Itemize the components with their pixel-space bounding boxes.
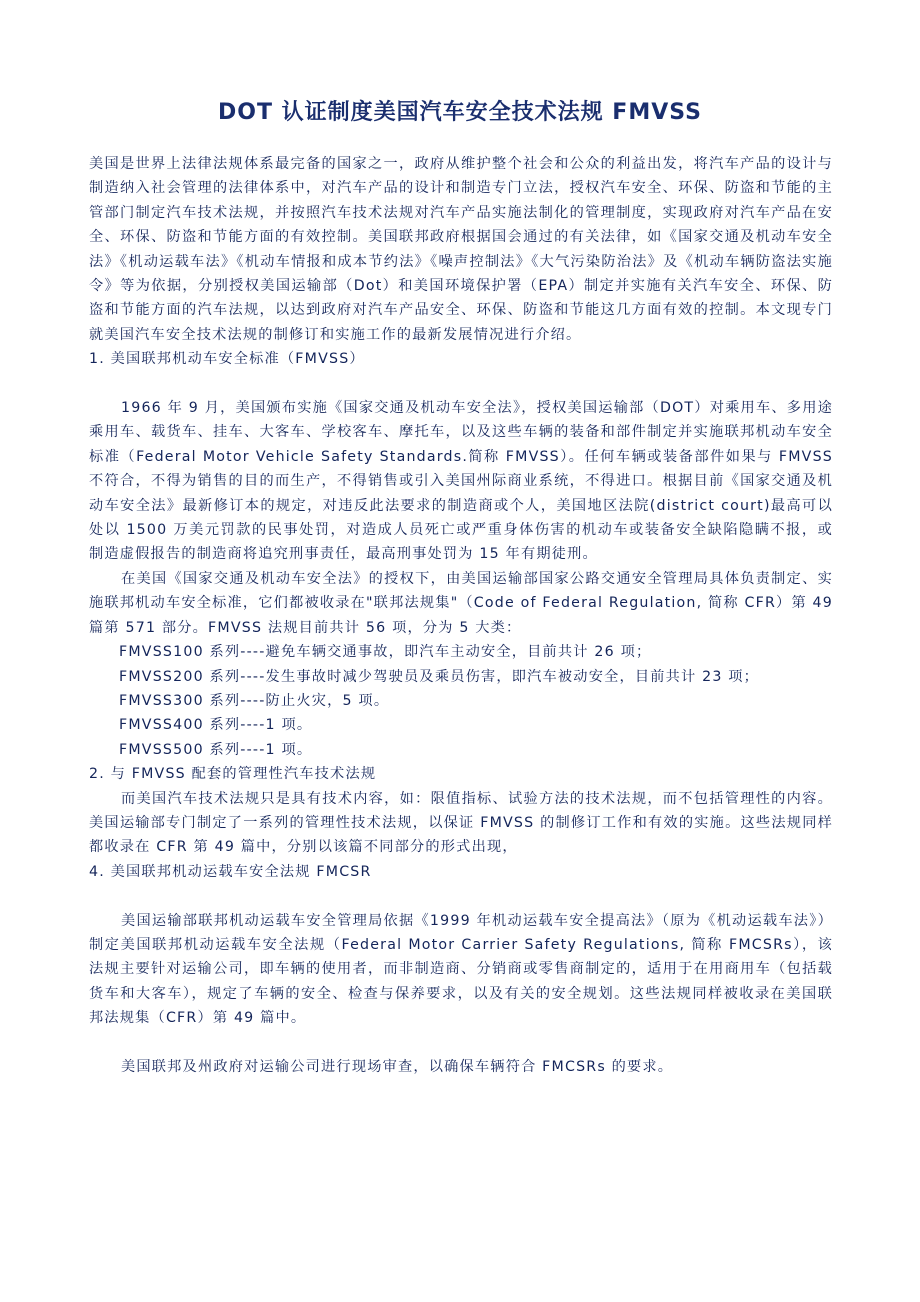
blank-line: [89, 1031, 833, 1055]
blank-line: [89, 372, 833, 396]
blank-line: [89, 884, 833, 908]
fmvss-series-400: FMVSS400 系列----1 项。: [119, 717, 313, 734]
fmvss-series-200: FMVSS200 系列----发生事故时减少驾驶员及乘员伤害，即汽车被动安全，目前共计 23 项；: [119, 668, 760, 685]
document-title: DOT 认证制度美国汽车安全技术法规 FMVSS: [218, 100, 702, 125]
fmvss-series-100: FMVSS100 系列----避免车辆交通事故，即汽车主动安全，目前共计 26 项；: [119, 644, 652, 661]
fmvss-series-300: FMVSS300 系列----防止火灾，5 项。: [119, 692, 390, 709]
document-body: [89, 152, 833, 1079]
section-heading-1: 1. 美国联邦机动车安全标准（FMVSS）: [89, 351, 365, 368]
section-heading-4: 4. 美国联邦机动运载车安全法规 FMCSR: [89, 863, 372, 880]
fmcsr-paragraph: 美国运输部联邦机动运载车安全管理局依据《1999 年机动运载车安全提高法》（原为《机动运载车法》）制定美国联邦机动运载车安全法规（Federal Motor Carrier Safety Regulations, 简称 FMCSRs），该法规主要针对运输公司，即车辆的使用者，而非制造商、分销商或零售商制定的，适用于在用商用车（包括载货车和大客车），规定了车辆的安全、检查与保养要求，以及有关的安全规划。这些法规同样被收录在美国联邦法规集（CFR）第 49 篇中。: [89, 912, 833, 1027]
section-heading-2: 2. 与 FMVSS 配套的管理性汽车技术法规: [89, 766, 377, 783]
fmvss-series-500: FMVSS500 系列----1 项。: [119, 741, 313, 758]
audit-paragraph: 美国联邦及州政府对运输公司进行现场审查，以确保车辆符合 FMCSRs 的要求。: [121, 1058, 674, 1075]
management-regulations-paragraph: 而美国汽车技术法规只是具有技术内容，如：限值指标、试验方法的技术法规，而不包括管理性的内容。美国运输部专门制定了一系列的管理性技术法规，以保证 FMVSS 的制修订工作和有效的实施。这些法规同样都收录在 CFR 第 49 篇中，分别以该篇不同部分的形式出现，: [89, 790, 833, 856]
fmvss-authority-paragraph: 在美国《国家交通及机动车安全法》的授权下，由美国运输部国家公路交通安全管理局具体负责制定、实施联邦机动车安全标准，它们都被收录在"联邦法规集"（Code of Federal Regulation, 简称 CFR）第 49 篇第 571 部分。FMVSS 法规目前共计 56 项，分为 5 大类：: [89, 570, 833, 636]
intro-paragraph: 美国是世界上法律法规体系最完备的国家之一，政府从维护整个社会和公众的利益出发，将汽车产品的设计与制造纳入社会管理的法律体系中，对汽车产品的设计和制造专门立法，授权汽车安全、环保、防盗和节能的主管部门制定汽车技术法规，并按照汽车技术法规对汽车产品实施法制化的管理制度，实现政府对汽车产品在安全、环保、防盗和节能方面的有效控制。美国联邦政府根据国会通过的有关法律，如《国家交通及机动车安全法》《机动运载车法》《机动车情报和成本节约法》《噪声控制法》《大气污染防治法》及《机动车辆防盗法实施令》等为依据，分别授权美国运输部（Dot）和美国环境保护署（EPA）制定并实施有关汽车安全、环保、防盗和节能方面的汽车法规，以达到政府对汽车产品安全、环保、防盗和节能这几方面有效的控制。本文现专门就美国汽车安全技术法规的制修订和实施工作的最新发展情况进行介绍。: [89, 156, 833, 343]
fmvss-history-paragraph: 1966 年 9 月，美国颁布实施《国家交通及机动车安全法》，授权美国运输部（DOT）对乘用车、多用途乘用车、载货车、挂车、大客车、学校客车、摩托车，以及这些车辆的装备和部件制定并实施联邦机动车安全标准（Federal Motor Vehicle Safety Standards.简称 FMVSS）。任何车辆或装备部件如果与 FMVSS 不符合，不得为销售的目的而生产，不得销售或引入美国州际商业系统，不得进口。根据目前《国家交通及机动车安全法》最新修订本的规定，对违反此法要求的制造商或个人，美国地区法院(district court)最高可以处以 1500 万美元罚款的民事处罚，对造成人员死亡或严重身体伤害的机动车或装备安全缺陷隐瞒不报，或制造虚假报告的制造商将追究刑事责任，最高刑事处罚为 15 年有期徒刑。: [89, 400, 833, 563]
